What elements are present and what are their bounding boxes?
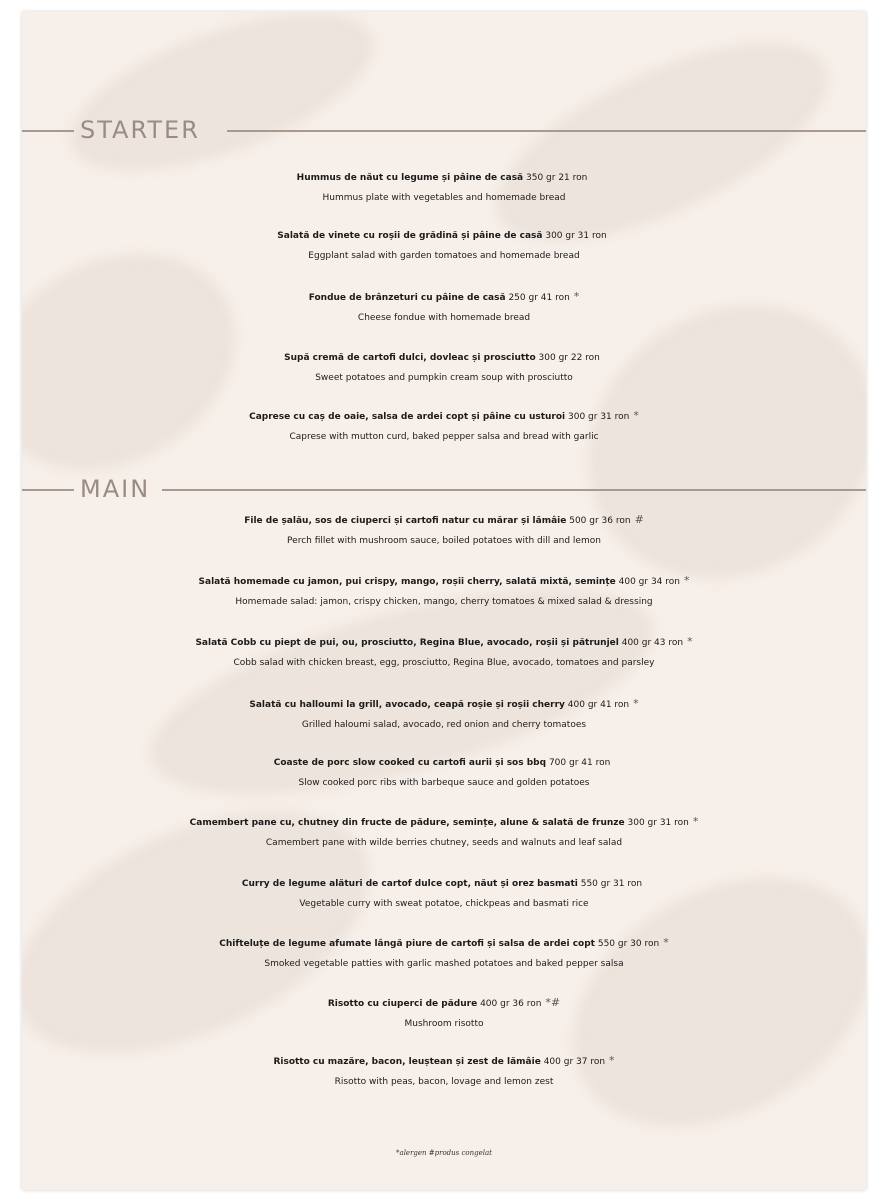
dish-mark: * [663, 936, 669, 949]
dish-translation: Slow cooked porc ribs with barbeque sauce and golden potatoes [298, 778, 590, 788]
dish-translation: Smoked vegetable patties with garlic mashed potatoes and baked pepper salsa [264, 959, 624, 969]
section-title: STARTER [80, 116, 200, 144]
dish-price: 500 gr 36 ron [569, 516, 631, 526]
dish-translation: Camembert pane with wilde berries chutney, seeds and walnuts and leaf salad [265, 838, 623, 848]
dish-mark: * [692, 815, 699, 828]
dish-name: Risotto cu mazăre, bacon, leuștean și zest de lămâie [273, 1057, 541, 1067]
menu-item [22, 812, 866, 853]
menu-item [22, 225, 866, 266]
dish-mark: * [573, 290, 580, 303]
dish-price: 400 gr 41 ron [567, 700, 630, 710]
dish-name: Risotto cu ciuperci de pădure [327, 999, 478, 1009]
menu-item [22, 406, 866, 447]
dish-translation: Eggplant salad with garden tomatoes and homemade bread [308, 251, 580, 261]
dish-mark: * [633, 697, 639, 710]
header-rule-left [22, 489, 74, 491]
dish-price: 300 gr 31 ron [627, 818, 689, 828]
menu-item [22, 571, 866, 612]
dish-price: 400 gr 36 ron [480, 999, 542, 1009]
dish-price: 700 gr 41 ron [548, 758, 611, 768]
menu-item [22, 873, 866, 914]
section-title: MAIN [80, 475, 151, 503]
header-rule-right [227, 130, 866, 132]
dish-translation: Sweet potatoes and pumpkin cream soup with prosciutto [315, 373, 573, 383]
dish-translation: Homemade salad: jamon, crispy chicken, mango, cherry tomatoes & mixed salad & dressing [235, 597, 653, 607]
dish-price: 250 gr 41 ron [508, 293, 570, 303]
menu-item [22, 287, 866, 328]
dish-mark: *# [545, 996, 561, 1009]
dish-mark: # [634, 513, 644, 526]
dish-mark: * [609, 1054, 615, 1067]
dish-name: Camembert pane cu, chutney din fructe de pădure, semințe, alune & salată de frunze [189, 818, 625, 828]
header-rule-left [22, 130, 74, 132]
section-header-main [22, 474, 866, 504]
dish-name: Supă cremă de cartofi dulci, dovleac și prosciutto [284, 353, 536, 363]
menu-item [22, 933, 866, 974]
dish-name: Salată de vinete cu roșii de grădină și pâine de casă [277, 231, 543, 241]
dish-name: Salată homemade cu jamon, pui crispy, mango, roșii cherry, salată mixtă, semințe [198, 577, 616, 587]
dish-price: 300 gr 31 ron [568, 412, 630, 422]
menu-item [22, 752, 866, 793]
dish-price: 400 gr 43 ron [621, 638, 684, 648]
dish-mark: * [683, 574, 690, 587]
dish-price: 550 gr 31 ron [580, 879, 643, 889]
dish-mark: * [687, 635, 693, 648]
dish-name: Hummus de năut cu legume și pâine de casă [296, 173, 524, 183]
dish-name: Coaste de porc slow cooked cu cartofi aurii și sos bbq [273, 758, 547, 768]
dish-translation: Cheese fondue with homemade bread [357, 313, 531, 323]
dish-name: File de șalău, sos de ciuperci și cartofi natur cu mărar și lămâie [244, 516, 567, 526]
section-header-starter [22, 115, 866, 145]
dish-name: Salată Cobb cu piept de pui, ou, prosciutto, Regina Blue, avocado, roșii și pătrunjel [195, 638, 619, 648]
dish-name: Salată cu halloumi la grill, avocado, ceapă roșie și roșii cherry [249, 700, 565, 710]
menu-item [22, 347, 866, 388]
dish-translation: Grilled haloumi salad, avocado, red onion and cherry tomatoes [301, 720, 587, 730]
dish-mark: * [633, 409, 639, 422]
menu-item [22, 1051, 866, 1092]
dish-price: 300 gr 31 ron [545, 231, 607, 241]
dish-translation: Mushroom risotto [404, 1019, 484, 1029]
menu-item [22, 167, 866, 208]
dish-name: Caprese cu caș de oaie, salsa de ardei copt și pâine cu usturoi [249, 412, 566, 422]
allergen-legend: *alergen #produs congelat [396, 1149, 492, 1157]
menu-item [22, 993, 866, 1034]
dish-translation: Perch fillet with mushroom sauce, boiled potatoes with dill and lemon [287, 536, 601, 546]
dish-price: 550 gr 30 ron [597, 939, 660, 949]
menu-item [22, 632, 866, 673]
menu-item [22, 694, 866, 735]
dish-name: Curry de legume alături de cartof dulce copt, năut și orez basmati [241, 879, 578, 889]
header-rule-right [162, 489, 866, 491]
dish-translation: Hummus plate with vegetables and homemade bread [322, 193, 566, 203]
dish-translation: Risotto with peas, bacon, lovage and lemon zest [334, 1077, 554, 1087]
menu-page [22, 12, 866, 1190]
menu-item [22, 510, 866, 551]
dish-translation: Vegetable curry with sweat potatoe, chickpeas and basmati rice [299, 899, 589, 909]
dish-price: 400 gr 37 ron [543, 1057, 606, 1067]
dish-price: 300 gr 22 ron [538, 353, 600, 363]
dish-translation: Caprese with mutton curd, baked pepper salsa and bread with garlic [289, 432, 599, 442]
dish-price: 400 gr 34 ron [618, 577, 680, 587]
dish-name: Fondue de brânzeturi cu pâine de casă [308, 293, 506, 303]
dish-name: Chifteluțe de legume afumate lângă piure de cartofi și salsa de ardei copt [219, 939, 595, 949]
dish-translation: Cobb salad with chicken breast, egg, prosciutto, Regina Blue, avocado, tomatoes and parsley [233, 658, 655, 668]
dish-price: 350 gr 21 ron [526, 173, 588, 183]
